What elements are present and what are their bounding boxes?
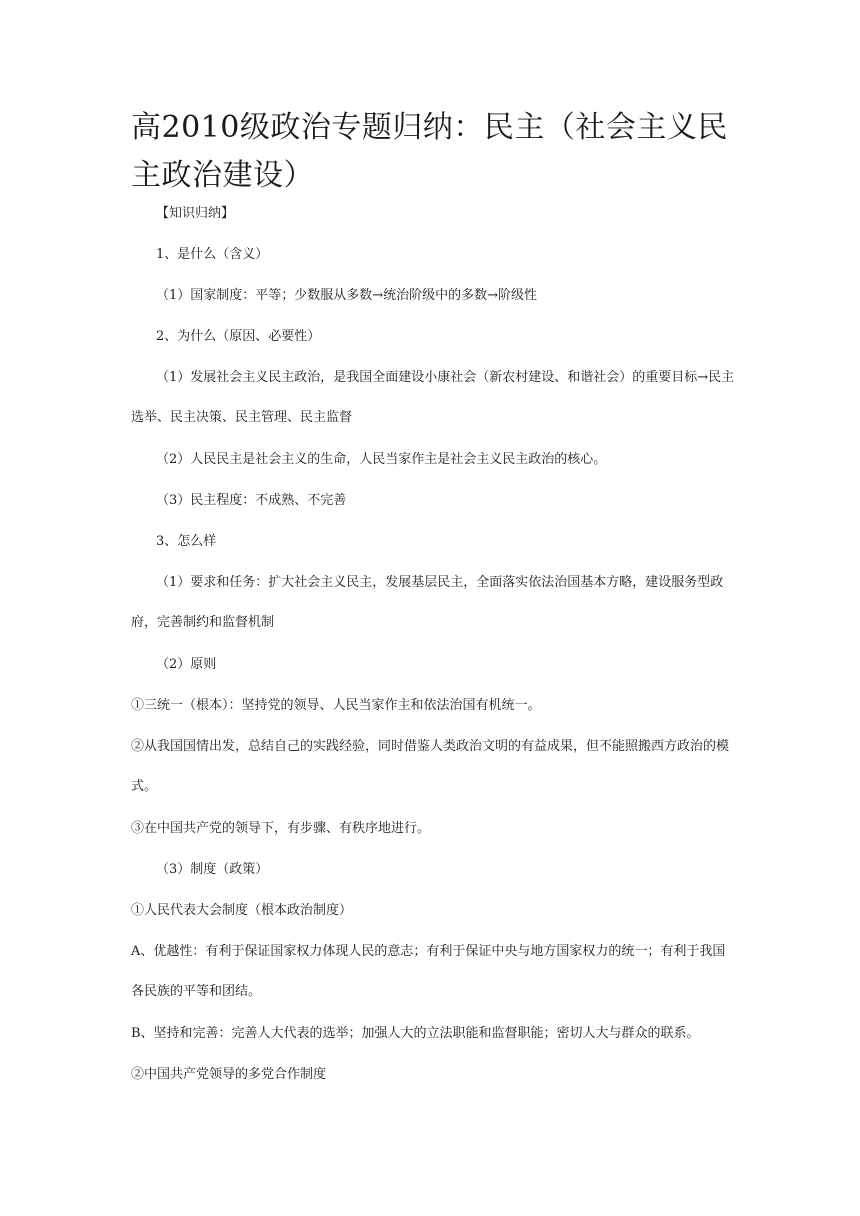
- paragraph-system-2: ②中国共产党领导的多党合作制度: [131, 1067, 327, 1082]
- paragraph-principle-3: ③在中国共产党的领导下，有步骤、有秩序地进行。: [131, 821, 431, 836]
- paragraph-system-1-a: A、优越性：有利于保证国家权力体现人民的意志；有利于保证中央与地方国家权力的统一；有利于我国各民族的平等和团结。: [131, 944, 726, 999]
- paragraph-3-2: （2）原则: [156, 657, 217, 672]
- paragraph-principle-2: ②从我国国情出发，总结自己的实践经验，同时借鉴人类政治文明的有益成果，但不能照搬西方政治的模式。: [131, 739, 730, 794]
- paragraph-2-2: （2）人民民主是社会主义的生命，人民当家作主是社会主义民主政治的核心。: [156, 452, 607, 467]
- document-title: 高2010级政治专题归纳：民主（社会主义民主政治建设）: [131, 110, 728, 193]
- paragraph-section-2: 2、为什么（原因、必要性）: [156, 329, 321, 344]
- paragraph-system-1: ①人民代表大会制度（根本政治制度）: [131, 903, 353, 918]
- paragraph-1-1: （1）国家制度：平等；少数服从多数→统治阶级中的多数→阶级性: [156, 288, 538, 303]
- paragraph-3-3: （3）制度（政策）: [156, 862, 269, 877]
- paragraph-section-3: 3、怎么样: [156, 534, 217, 549]
- paragraph-2-3: （3）民主程度：不成熟、不完善: [156, 493, 347, 508]
- paragraph-3-1: （1）要求和任务：扩大社会主义民主，发展基层民主，全面落实依法治国基本方略，建设服务型政府，完善制约和监督机制: [131, 575, 724, 630]
- paragraph-principle-1: ①三统一（根本）：坚持党的领导、人民当家作主和依法治国有机统一。: [131, 698, 541, 713]
- paragraph-system-1-b: B、坚持和完善：完善人大代表的选举；加强人大的立法职能和监督职能；密切人大与群众的联系。: [131, 1026, 700, 1041]
- paragraph-section-1: 1、是什么（含义）: [156, 247, 269, 262]
- paragraph-knowledge-heading: 【知识归纳】: [156, 206, 235, 221]
- paragraph-2-1: （1）发展社会主义民主政治，是我国全面建设小康社会（新农村建设、和谐社会）的重要目标→民主选举、民主决策、民主管理、民主监督: [131, 370, 735, 425]
